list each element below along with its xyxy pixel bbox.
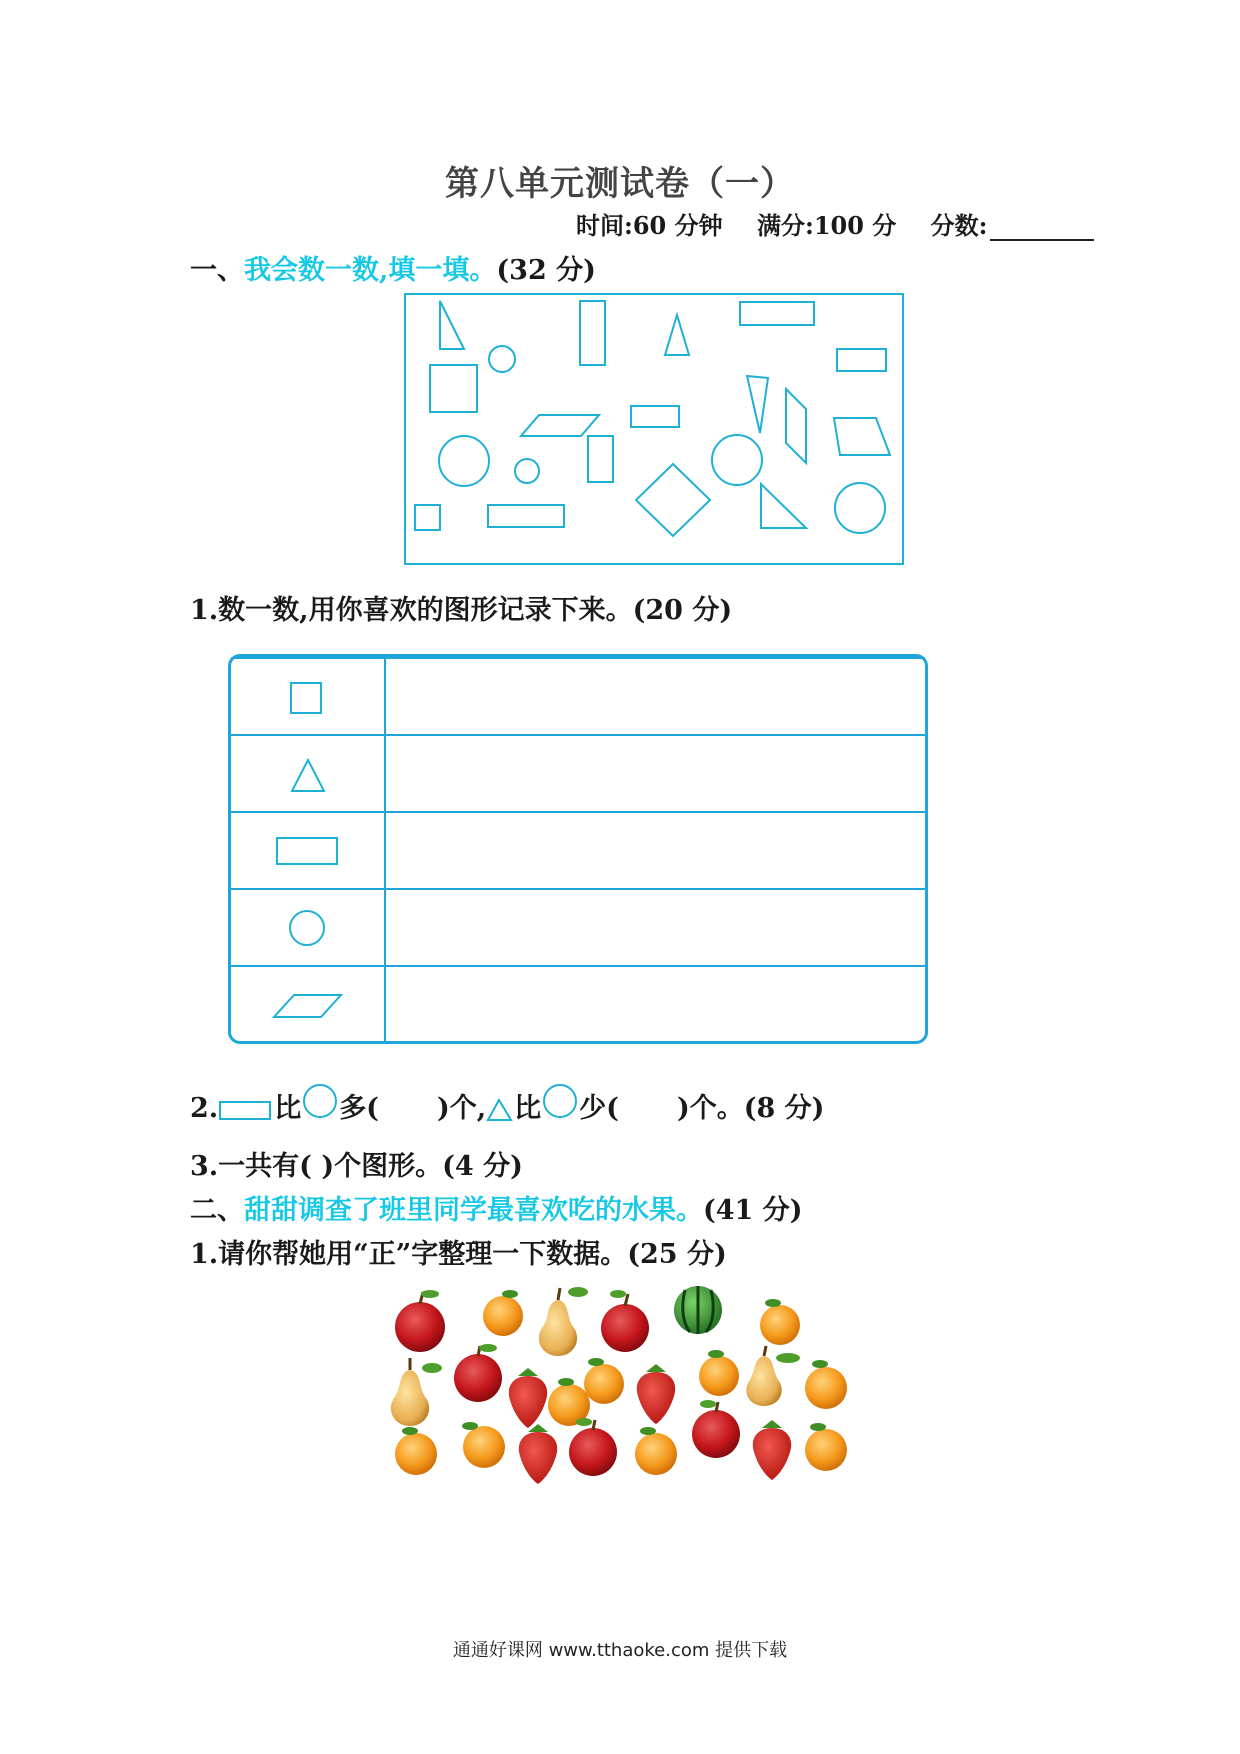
record-table xyxy=(228,654,928,1044)
question-1-2 xyxy=(190,1086,824,1125)
record-cell-rectangle[interactable] xyxy=(387,813,923,890)
pear-icon xyxy=(391,1358,442,1426)
circle-shape xyxy=(712,435,762,485)
score-label: 分数: xyxy=(930,211,988,240)
square-shape xyxy=(430,365,477,412)
table-row-rectangle xyxy=(231,811,925,890)
orange-icon xyxy=(462,1422,505,1468)
record-cell-circle[interactable] xyxy=(387,890,923,967)
full-score: 满分:100 分 xyxy=(756,211,897,240)
table-row-parallelogram xyxy=(231,965,925,1044)
rectangle-shape xyxy=(837,349,886,371)
exam-meta xyxy=(576,206,1094,241)
strawberry-icon xyxy=(753,1420,791,1480)
rectangle-shape xyxy=(580,301,605,365)
orange-icon xyxy=(805,1423,847,1471)
watermelon-icon xyxy=(674,1286,722,1334)
circle-icon xyxy=(301,1082,339,1122)
square-shape xyxy=(636,464,710,536)
question-2-1: 1.请你帮她用“正”字整理一下数据。(25 分) xyxy=(190,1239,727,1270)
triangle-shape xyxy=(761,484,806,528)
pear-icon xyxy=(539,1287,588,1356)
section-2-text: 甜甜调查了班里同学最喜欢吃的水果。 xyxy=(244,1195,703,1226)
less-text: 少( xyxy=(579,1093,619,1124)
circle-shape xyxy=(439,436,489,486)
square-shape xyxy=(415,505,440,530)
apple-icon xyxy=(569,1418,617,1476)
triangle-shape xyxy=(665,315,689,355)
table-row-circle xyxy=(231,888,925,967)
record-cell-square[interactable] xyxy=(387,659,923,736)
orange-icon xyxy=(760,1299,800,1345)
compare-word: 比 xyxy=(514,1093,542,1124)
compare-word: 比 xyxy=(274,1093,302,1124)
triangle-shape xyxy=(747,376,768,433)
orange-icon xyxy=(584,1358,624,1404)
circle-shape xyxy=(515,459,539,483)
circle-icon xyxy=(287,908,327,948)
triangle-icon xyxy=(289,756,329,794)
section-2-number: 二、 xyxy=(190,1195,244,1226)
rectangle-icon xyxy=(218,1098,274,1122)
rectangle-icon xyxy=(275,835,341,869)
page-footer: 通通好课网 www.tthaoke.com 提供下载 xyxy=(452,1640,788,1661)
score-blank[interactable] xyxy=(990,213,1094,241)
table-row-triangle xyxy=(231,734,925,813)
square-icon xyxy=(289,681,325,717)
parallelogram-shape xyxy=(521,415,599,436)
parallelogram-shape xyxy=(786,389,806,463)
rectangle-shape xyxy=(631,406,679,427)
record-cell-triangle[interactable] xyxy=(387,736,923,813)
orange-icon xyxy=(635,1427,677,1475)
section-1-text: 我会数一数,填一填。 xyxy=(244,255,497,286)
section-1-points: (32 分) xyxy=(496,255,596,286)
question-1-1: 1.数一数,用你喜欢的图形记录下来。(20 分) xyxy=(190,595,733,626)
orange-icon xyxy=(483,1290,523,1336)
page-title: 第八单元测试卷（一） xyxy=(445,164,795,204)
parallelogram-shape xyxy=(834,418,890,455)
circle-shape xyxy=(489,346,515,372)
section-2-points: (41 分) xyxy=(703,1195,803,1226)
rectangle-shape xyxy=(588,436,613,482)
apple-icon xyxy=(601,1290,649,1352)
rectangle-shape xyxy=(740,302,814,325)
orange-icon xyxy=(805,1360,847,1409)
fruit-picture xyxy=(380,1280,870,1490)
orange-icon xyxy=(395,1427,437,1475)
section-1-number: 一、 xyxy=(190,255,244,286)
circle-shape xyxy=(835,483,885,533)
circle-icon xyxy=(541,1082,579,1122)
section-1-heading xyxy=(190,248,596,287)
triangle-icon xyxy=(486,1097,514,1123)
strawberry-icon xyxy=(519,1424,557,1484)
triangle-shape xyxy=(440,301,464,349)
rectangle-shape xyxy=(488,505,564,527)
apple-icon xyxy=(692,1400,740,1458)
apple-icon xyxy=(454,1344,502,1402)
section-2-heading xyxy=(190,1188,803,1227)
apple-icon xyxy=(395,1290,445,1352)
shapes-frame xyxy=(405,294,903,564)
time-limit: 时间:60 分钟 xyxy=(576,211,723,240)
unit-text: )个, xyxy=(436,1093,487,1124)
record-cell-parallelogram[interactable] xyxy=(387,967,923,1044)
parallelogram-icon xyxy=(271,991,345,1021)
more-text: 多( xyxy=(339,1093,379,1124)
strawberry-icon xyxy=(509,1368,547,1428)
pear-icon xyxy=(746,1346,800,1406)
unit-points-text: )个。(8 分) xyxy=(676,1093,825,1124)
question-1-3: 3.一共有( )个图形。(4 分) xyxy=(190,1151,523,1182)
shapes-figure xyxy=(404,293,904,565)
question-number: 2. xyxy=(190,1093,219,1124)
orange-icon xyxy=(699,1350,739,1396)
strawberry-icon xyxy=(637,1364,675,1424)
table-row-square xyxy=(231,657,925,736)
